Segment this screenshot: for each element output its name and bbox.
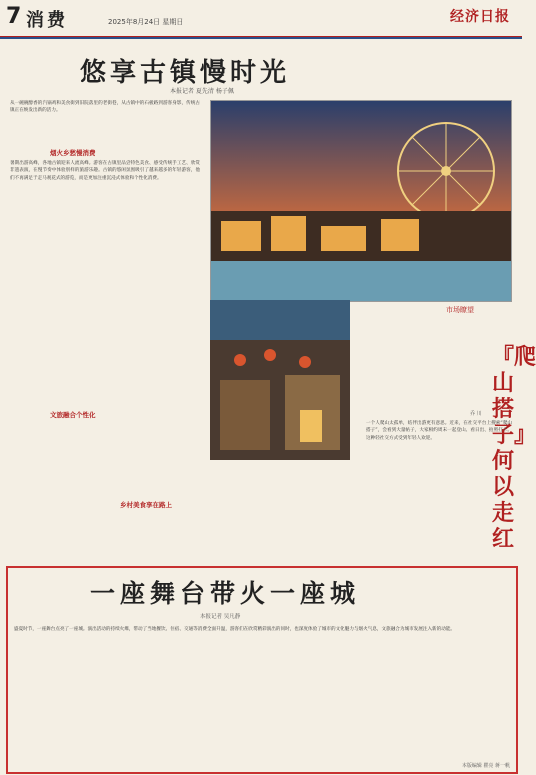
top-subhead-2: 文旅融合个性化: [50, 411, 96, 419]
sidebar-tag: 市场瞭望: [446, 306, 474, 314]
top-story-body: 暑期出游高峰，各地古镇迎来人流高峰。游客在古镇里品尝特色美食、感受传统手工艺、欣赏非遗表演，在慢节奏中体验别样的旅游乐趣。古镇的悠闲氛围吸引了越来越多的年轻游客，他们不再满足于走马观花式的游览，而是更加注重沉浸式体验和个性化消费。: [10, 161, 200, 181]
sidebar-body: 一个人爬山太孤单，结伴出游更有意思。近来，在社交平台上搜索“爬山搭子”，会看到大量帖子，大家相约周末一起登山、看日出、拍照打卡。这种轻社交方式受到年轻人欢迎。: [366, 421, 512, 441]
section-title: 消费: [26, 10, 68, 31]
top-headline: 悠享古镇慢时光: [80, 58, 291, 88]
sidebar-title: 『爬山搭子』何以走红: [492, 344, 536, 552]
issue-date: 2025年8月24日 星期日: [108, 18, 184, 26]
page-number: 7: [6, 4, 22, 29]
editors-credit: 本版编辑 瞿亮 蒋一帆: [461, 763, 510, 769]
ancient-town-photo: [210, 100, 512, 302]
bottom-headline: 一座舞台带火一座城: [90, 579, 361, 608]
header-rule: [0, 37, 522, 39]
sidebar-author: 乔 川: [470, 411, 482, 417]
top-story-lead: 从一碗碗醇香的汽锅鸡和美食街到旧院落里的老街巷，从古镇中的石板路到游客身影，传统古镇正在焕发出新的活力。: [10, 101, 200, 114]
top-subhead-3: 乡村美食享在路上: [120, 501, 172, 509]
bottom-byline: 本报记者 吴凡静: [200, 614, 241, 620]
bottom-story-body: 盛夏时节，一座舞台点亮了一座城。演出活动的持续火爆，带动了当地餐饮、住宿、交通等消费全面升温，游客们在欣赏精彩演出的同时，也深度体验了城市的文化魅力与烟火气息，文旅融合为城市发展注入新的动能。: [14, 627, 456, 632]
page-header: [0, 0, 522, 38]
top-byline: 本报记者 夏先清 杨子佩: [170, 88, 234, 95]
top-subhead-1: 烟火乡愁慢消费: [50, 149, 96, 157]
street-lantern-photo: [210, 300, 350, 460]
newspaper-masthead: 经济日报: [450, 9, 510, 25]
